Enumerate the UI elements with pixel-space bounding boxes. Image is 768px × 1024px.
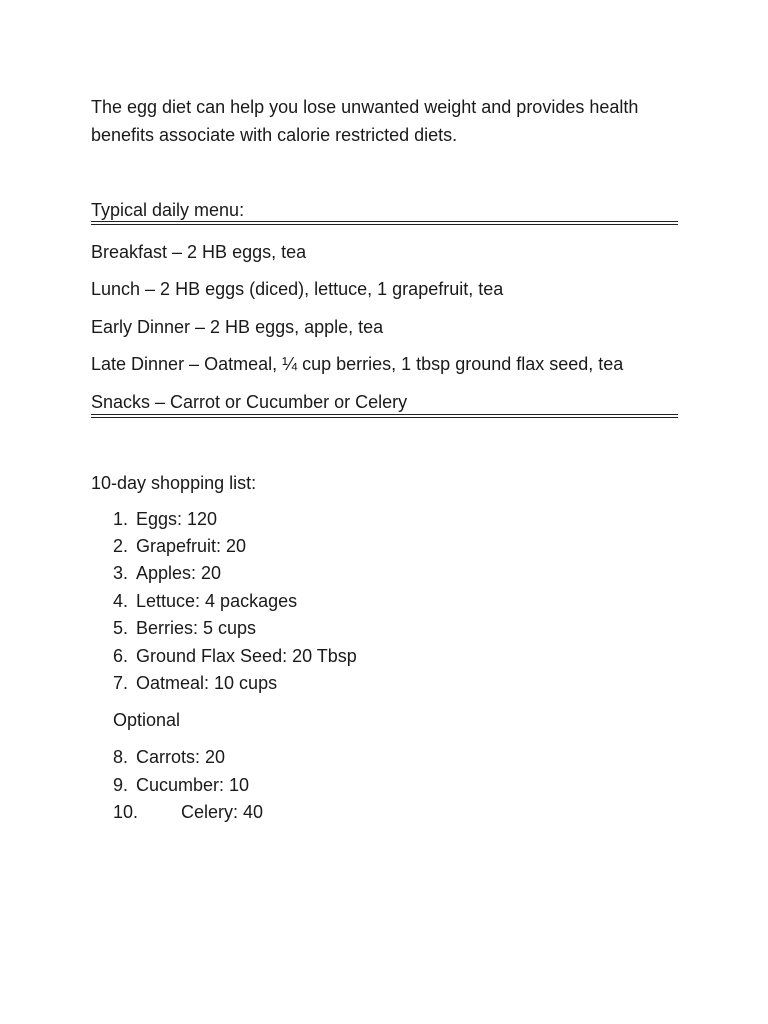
- optional-label: Optional: [113, 710, 181, 730]
- list-item: [113, 534, 246, 558]
- list-item-number: 9.: [113, 775, 129, 795]
- list-item-number: 2.: [113, 536, 129, 556]
- menu-top-divider: [91, 221, 678, 225]
- list-item: [113, 671, 277, 695]
- list-item: [113, 561, 221, 585]
- menu-item-early-dinner: Early Dinner – 2 HB eggs, apple, tea: [91, 317, 384, 337]
- list-item: [113, 745, 225, 769]
- menu-item-late-dinner: Late Dinner – Oatmeal, ¼ cup berries, 1 tbsp ground flax seed, tea: [91, 354, 624, 374]
- list-item-text: Cucumber: 10: [136, 775, 250, 795]
- list-item-text: Ground Flax Seed: 20 Tbsp: [136, 646, 357, 666]
- list-item-text: Grapefruit: 20: [136, 536, 247, 556]
- list-item: [113, 644, 357, 668]
- list-item-number: 3.: [113, 563, 129, 583]
- list-item-number: 4.: [113, 591, 129, 611]
- menu-item-lunch: Lunch – 2 HB eggs (diced), lettuce, 1 grapefruit, tea: [91, 279, 504, 299]
- menu-bottom-divider: [91, 414, 678, 418]
- list-item: [113, 589, 297, 613]
- list-item-text: Carrots: 20: [136, 747, 226, 767]
- list-item-text: Berries: 5 cups: [136, 618, 257, 638]
- list-item-text: Lettuce: 4 packages: [136, 591, 298, 611]
- list-item-number: 7.: [113, 673, 129, 693]
- list-item-number: 5.: [113, 618, 129, 638]
- shopping-list-heading: 10-day shopping list:: [91, 473, 257, 493]
- list-item-number: 6.: [113, 646, 129, 666]
- list-item-text: Oatmeal: 10 cups: [136, 673, 278, 693]
- menu-item-breakfast: Breakfast – 2 HB eggs, tea: [91, 242, 307, 262]
- list-item-text: Celery: 40: [181, 802, 264, 822]
- list-item-number: 1.: [113, 509, 129, 529]
- list-item-number: 8.: [113, 747, 129, 767]
- menu-item-snacks: Snacks – Carrot or Cucumber or Celery: [91, 392, 408, 412]
- list-item: [113, 773, 249, 797]
- intro-paragraph: The egg diet can help you lose unwanted weight and provides health benefits associate with calorie restricted diets.: [91, 97, 639, 145]
- list-item: [113, 507, 217, 531]
- menu-heading: Typical daily menu:: [91, 200, 245, 220]
- list-item-text: Eggs: 120: [136, 509, 218, 529]
- list-item-text: Apples: 20: [136, 563, 222, 583]
- list-item-number: 10.: [113, 802, 139, 822]
- list-item: [113, 616, 256, 640]
- list-item: [113, 800, 263, 824]
